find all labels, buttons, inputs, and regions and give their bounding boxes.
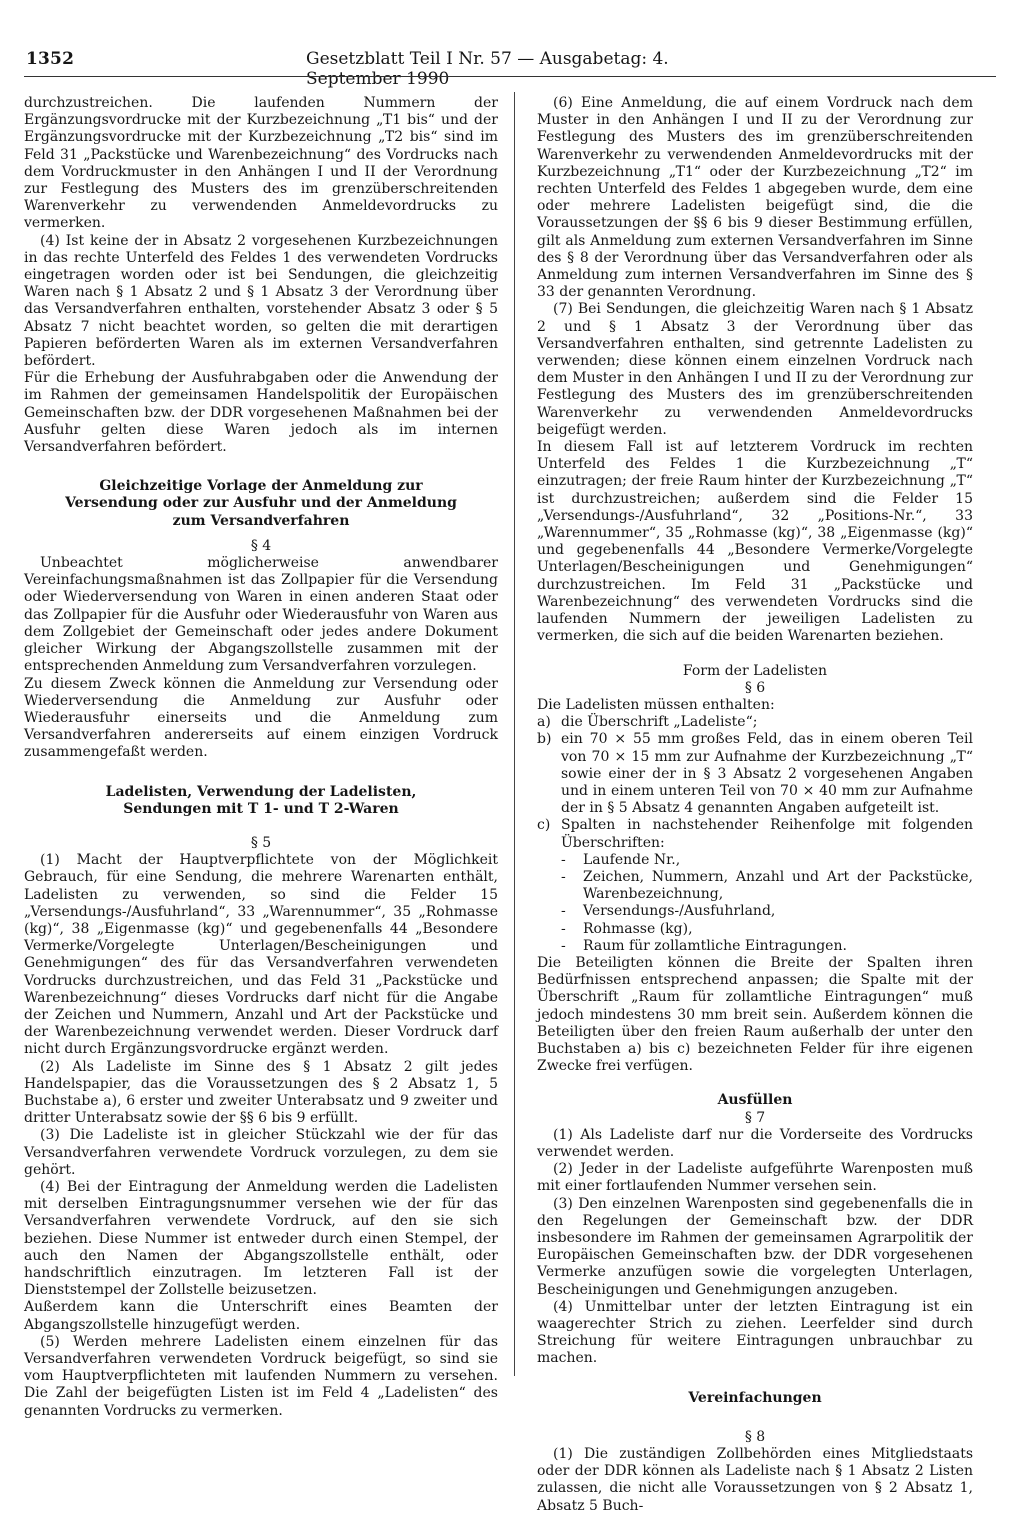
- list-text: ein 70 × 55 mm großes Feld, das in einem oberen Teil von 70 × 15 mm zur Aufnahme der Kurzbezeichnung „T“ sowie einer der in § 3 Absatz 2 vorgesehenen Angaben und in einem unteren Teil von 70 × 40 mm zur Aufnahme der in § 5 Absatz 4 genannten Angaben aufgeteilt ist.: [561, 731, 973, 817]
- paragraph: (4) Bei der Eintragung der Anmeldung werden die Ladelisten mit derselben Eintragungsnummer versehen wie der für das Versandverfahren verwendete Vordruck, auf den sie sich beziehen. Diese Nummer ist entweder durch einen Stempel, der auch den Namen der Abgangszollstelle enthält, oder handschriftlich einzutragen. Im letzteren Fall ist der Dienststempel der Zollstelle beizusetzen.: [24, 1178, 498, 1299]
- list-label: c): [537, 817, 551, 834]
- dash-item: [537, 938, 973, 955]
- paragraph: (3) Die Ladeliste ist in gleicher Stückzahl wie der für das Versandverfahren verwendete Vordruck vorzulegen, zu dem sie gehört.: [24, 1127, 498, 1178]
- paragraph: (1) Macht der Hauptverpflichtete von der Möglichkeit Gebrauch, für eine Sendung, die mehrere Warenarten enthält, Ladelisten zu verwenden, so sind die Felder 15 „Versendungs-/Ausfuhrland“, 33 „Warennummer“, 35 „Rohmasse (kg)“, 38 „Eigenmasse (kg)“ und gegebenenfalls 44 „Besondere Vermerke/Vorgelegte Unterlagen/Bescheinigungen und Genehmigungen“ des für das Versandverfahren verwendeten Vordrucks durchzustreichen, und das Feld 31 „Packstücke und Warenbezeichnung“ dieses Vordrucks darf nicht für die Angabe der Zeichen und Nummern, Anzahl und Art der Packstücke und der Warenbezeichnung verwendet werden. Dieser Vordruck darf nicht durch Ergänzungsvordrucke ergänzt werden.: [24, 852, 498, 1058]
- dash-marker: -: [561, 851, 566, 868]
- header-title: Gesetzblatt Teil I Nr. 57 — Ausgabetag: 4. September 1990: [306, 49, 669, 89]
- right-column: [537, 95, 973, 1515]
- paragraph: (4) Unmittelbar unter der letzten Eintragung ist ein waagerechter Strich zu ziehen. Leerfelder sind durch Streichung für weitere Eintragungen unbrauchbar zu machen.: [537, 1298, 973, 1367]
- paragraph: Die Beteiligten können die Breite der Spalten ihren Bedürfnissen entsprechend anpassen; die Spalte mit der Überschrift „Raum für zollamtliche Eintragungen“ muß jedoch mindestens 30 mm breit sein. Außerdem können die Beteiligten über den freien Raum außerhalb der unter den Buchstaben a) bis c) bezeichneten Felder für ihre eigenen Zwecke frei verfügen.: [537, 954, 973, 1075]
- column-divider: [514, 92, 515, 1376]
- paragraph: Außerdem kann die Unterschrift eines Beamten der Abgangszollstelle hinzugefügt werden.: [24, 1299, 498, 1333]
- dash-marker: -: [561, 920, 566, 937]
- section-heading: Ausfüllen: [717, 1092, 793, 1109]
- page-header: [26, 49, 766, 89]
- dash-item: [537, 869, 973, 903]
- list-item: [537, 817, 973, 851]
- paragraph: In diesem Fall ist auf letzterem Vordruck im rechten Unterfeld des Feldes 1 die Kurzbezeichnung „T“ einzutragen; der freie Raum hinter der Kurzbezeichnung „T“ ist durchzustreichen; außerdem sind die Felder 15 „Versendungs-/Ausfuhrland“, 32 „Positions-Nr.“, 33 „Warennummer“, 35 „Rohmasse (kg)“, 38 „Eigenmasse (kg)“ und gegebenenfalls 44 „Besondere Vermerke/Vorgelegte Unterlagen/Bescheinigungen und Genehmigungen“ durchzustreichen. Im Feld 31 „Packstücke und Warenbezeichnung“ des verwendeten Vordrucks sind die laufenden Nummern der jeweiligen Ladelisten zu vermerken, die sich auf die beiden Warenarten beziehen.: [537, 439, 973, 645]
- dash-text: Versendungs-/Ausfuhrland,: [583, 903, 776, 920]
- list-text: die Überschrift „Ladeliste“;: [561, 714, 758, 731]
- paragraph: (1) Als Ladeliste darf nur die Vorderseite des Vordrucks verwendet werden.: [537, 1126, 973, 1160]
- section-number: § 8: [744, 1428, 766, 1445]
- dash-text: Laufende Nr.,: [583, 851, 681, 868]
- paragraph: (4) Ist keine der in Absatz 2 vorgesehenen Kurzbezeichnungen in das rechte Unterfeld des Feldes 1 des verwendeten Vordrucks eingetragen worden oder ist bei Sendungen, die gleichzeitig Waren nach § 1 Absatz 2 und § 1 Absatz 3 der Verordnung über das Versandverfahren enthalten, vorstehender Absatz 3 oder § 5 Absatz 7 nicht beachtet worden, so gelten die mit derartigen Papieren beförderten Waren als im externen Versandverfahren befördert.: [24, 232, 498, 370]
- paragraph: (1) Die zuständigen Zollbehörden eines Mitgliedstaats oder der DDR können als Ladeliste nach § 1 Absatz 2 Listen zulassen, die nicht alle Voraussetzungen von § 2 Absatz 1, Absatz 5 Buch-: [537, 1446, 973, 1514]
- paragraph: (2) Als Ladeliste im Sinne des § 1 Absatz 2 gilt jedes Handelspapier, das die Voraussetzungen des § 2 Absatz 1, 5 Buchstabe a), 6 erster und zweiter Unterabsatz und 9 zweiter und dritter Unterabsatz sowie der §§ 6 bis 9 erfüllt.: [24, 1058, 498, 1127]
- dash-marker: -: [561, 903, 566, 920]
- paragraph: Zu diesem Zweck können die Anmeldung zur Versendung oder Wiederversendung die Anmeldung zur Ausfuhr oder Wiederausfuhr einerseits und die Anmeldung zum Versandverfahren andererseits auf einem einzigen Vordruck zusammengefaßt werden.: [24, 675, 498, 761]
- paragraph: durchzustreichen. Die laufenden Nummern der Ergänzungsvordrucke mit der Kurzbezeichnung „T1 bis“ und der Ergänzungsvordrucke mit der Kurzbezeichnung „T2 bis“ sind im Feld 31 „Packstücke und Warenbezeichnung“ des Vordrucks nach dem Vordruckmuster in den Anhängen I und II der Verordnung zur Festlegung des Musters des im grenzüberschreitenden Warenverkehr zu verwendenden Anmeldevordrucks zu vermerken.: [24, 95, 498, 232]
- section-heading: Gleichzeitige Vorlage der Anmeldung zur Versendung oder zur Ausfuhr und der Anmeldung zum Versandverfahren: [65, 478, 457, 529]
- dash-marker: -: [561, 868, 566, 885]
- header-rule: [24, 76, 996, 77]
- paragraph: Für die Erhebung der Ausfuhrabgaben oder die Anwendung der im Rahmen der gemeinsamen Handelspolitik der Europäischen Gemeinschaften bzw. der DDR vorgesehenen Maßnahmen bei der Ausfuhr gelten diese Waren jedoch als im internen Versandverfahren befördert.: [24, 370, 498, 456]
- dash-text: Raum für zollamtliche Eintragungen.: [583, 937, 847, 954]
- section-heading: Ladelisten, Verwendung der Ladelisten, Sendungen mit T 1- und T 2-Waren: [105, 783, 417, 817]
- dash-text: Zeichen, Nummern, Anzahl und Art der Packstücke, Warenbezeichnung,: [583, 868, 973, 903]
- dash-item: [537, 852, 973, 869]
- list-label: b): [537, 731, 552, 748]
- paragraph: Die Ladelisten müssen enthalten:: [537, 696, 775, 713]
- paragraph: (2) Jeder in der Ladeliste aufgeführte Warenposten muß mit einer fortlaufenden Nummer versehen sein.: [537, 1161, 973, 1195]
- list-item: [537, 731, 973, 817]
- list-label: a): [537, 714, 551, 731]
- paragraph: (6) Eine Anmeldung, die auf einem Vordruck nach dem Muster in den Anhängen I und II zu der Verordnung zur Festlegung des Musters des im grenzüberschreitenden Warenverkehr zu verwendenden Anmeldevordrucks mit der Kurzbezeichnung „T1“ oder der Kurzbezeichnung „T2“ im rechten Unterfeld des Feldes 1 abgegeben wurde, dem eine oder mehrere Ladelisten beigefügt sind, die die Voraussetzungen der §§ 6 bis 9 dieser Bestimmung erfüllen, gilt als Anmeldung zum externen Versandverfahren im Sinne des § 8 der Verordnung über das Versandverfahren oder als Anmeldung zum internen Versandverfahren im Sinne des § 33 der genannten Verordnung.: [537, 95, 973, 301]
- paragraph: (3) Den einzelnen Warenposten sind gegebenenfalls die in den Regelungen der Gemeinschaft bzw. der DDR insbesondere im Rahmen der gemeinsamen Agrarpolitik der Europäischen Gemeinschaften bzw. der DDR vorgesehenen Vermerke anzufügen sowie die vorgelegten Unterlagen, Bescheinigungen und Genehmigungen anzugeben.: [537, 1195, 973, 1298]
- section-number: § 7: [744, 1109, 766, 1126]
- list-text: Spalten in nachstehender Reihenfolge mit folgenden Überschriften:: [561, 817, 973, 851]
- section-number: § 4: [250, 537, 272, 554]
- page-number: 1352: [26, 49, 75, 69]
- dash-marker: -: [561, 937, 566, 954]
- section-heading: Form der Ladelisten: [682, 662, 828, 679]
- paragraph: (5) Werden mehrere Ladelisten einem einzelnen für das Versandverfahren verwendeten Vordruck beigefügt, so sind sie vom Hauptverpflichteten mit laufenden Nummern zu versehen. Die Zahl der beigefügten Listen ist im Feld 4 „Ladelisten“ des genannten Vordrucks zu vermerken.: [24, 1333, 498, 1419]
- dash-text: Rohmasse (kg),: [583, 920, 693, 937]
- list-item: [537, 714, 973, 731]
- dash-item: [537, 921, 973, 938]
- paragraph: (7) Bei Sendungen, die gleichzeitig Waren nach § 1 Absatz 2 und § 1 Absatz 3 der Verordnung über das Versandverfahren enthalten, sind getrennte Ladelisten zu verwenden; diese können einem einzelnen Vordruck nach dem Muster in den Anhängen I und II zu der Verordnung zur Festlegung des Musters des im grenzüberschreitenden Warenverkehr zu verwendenden Anmeldevordrucks beigefügt werden.: [537, 301, 973, 438]
- left-column: [24, 95, 498, 1420]
- paragraph: Unbeachtet möglicherweise anwendbarer Vereinfachungsmaßnahmen ist das Zollpapier für die Versendung oder Wiederversendung von Waren in einen anderen Staat oder das Zollpapier für die Ausfuhr oder Wiederausfuhr von Waren aus dem Zollgebiet der Gemeinschaft oder jedes andere Dokument gleicher Wirkung der Abgangszollstelle zusammen mit der entsprechenden Anmeldung zum Versandverfahren vorzulegen.: [24, 555, 498, 675]
- section-heading: Vereinfachungen: [688, 1389, 822, 1406]
- section-number: § 5: [250, 834, 272, 851]
- dash-item: [537, 903, 973, 920]
- section-number: § 6: [744, 679, 766, 696]
